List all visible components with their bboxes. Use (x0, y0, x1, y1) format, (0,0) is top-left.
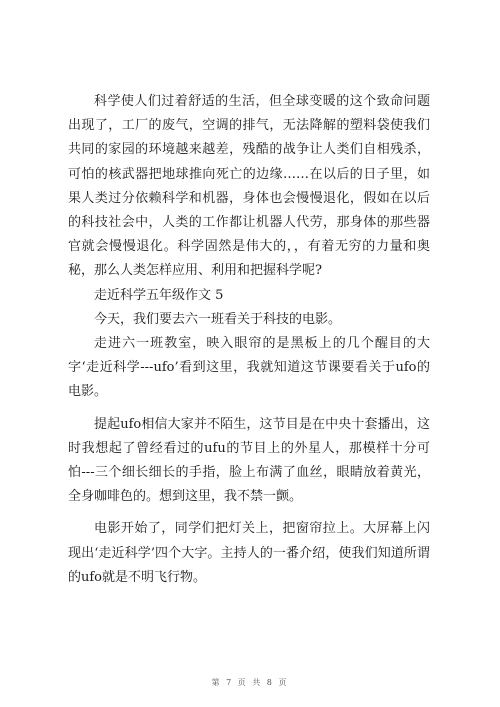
paragraph-movie-start: 电影开始了，同学们把灯关上，把窗帘拉上。大屏幕上闪现出‘走近科学’四个大字。主持人的一番介绍，使我们知道所谓的ufo就是不明飞行物。 (68, 521, 430, 585)
document-body (68, 90, 430, 590)
paragraph-ufo-memory: 提起ufo相信大家并不陌生，这节目是在中央十套播出，这时我想起了曾经看过的ufu的节目上的外星人，那模样十分可怕---三个细长细长的手指，脸上布满了血丝，眼睛放着黄光，全身咖啡色的。想到这里，我不禁一颤。 (68, 416, 430, 505)
paragraph-classroom: 走进六一班教室，映入眼帘的是黑板上的几个醒目的大字‘走近科学---ufo’看到这里，我就知道这节课要看关于ufo的电影。 (68, 336, 430, 400)
paragraph-science-reflection: 科学使人们过着舒适的生活，但全球变暖的这个致命问题出现了，工厂的废气，空调的排气，无法降解的塑料袋使我们共同的家园的环境越来越差，残酷的战争让人类们自相残杀，可怕的核武器把地球推向死亡的边缘……在以后的日子里，如果人类过分依赖科学和机器，身体也会慢慢退化，假如在以后的科技社会中，人类的工作都让机器人代劳，那身体的那些器官就会慢慢退化。科学固然是伟大的，，有着无穷的力量和奥秘，那么人类怎样应用、利用和把握科学呢? (68, 94, 430, 279)
page-footer: 第 7 页 共 8 页 (211, 678, 289, 687)
paragraph-today: 今天，我们要去六一班看关于科技的电影。 (94, 311, 342, 327)
section-heading: 走近科学五年级作文 5 (94, 287, 224, 303)
